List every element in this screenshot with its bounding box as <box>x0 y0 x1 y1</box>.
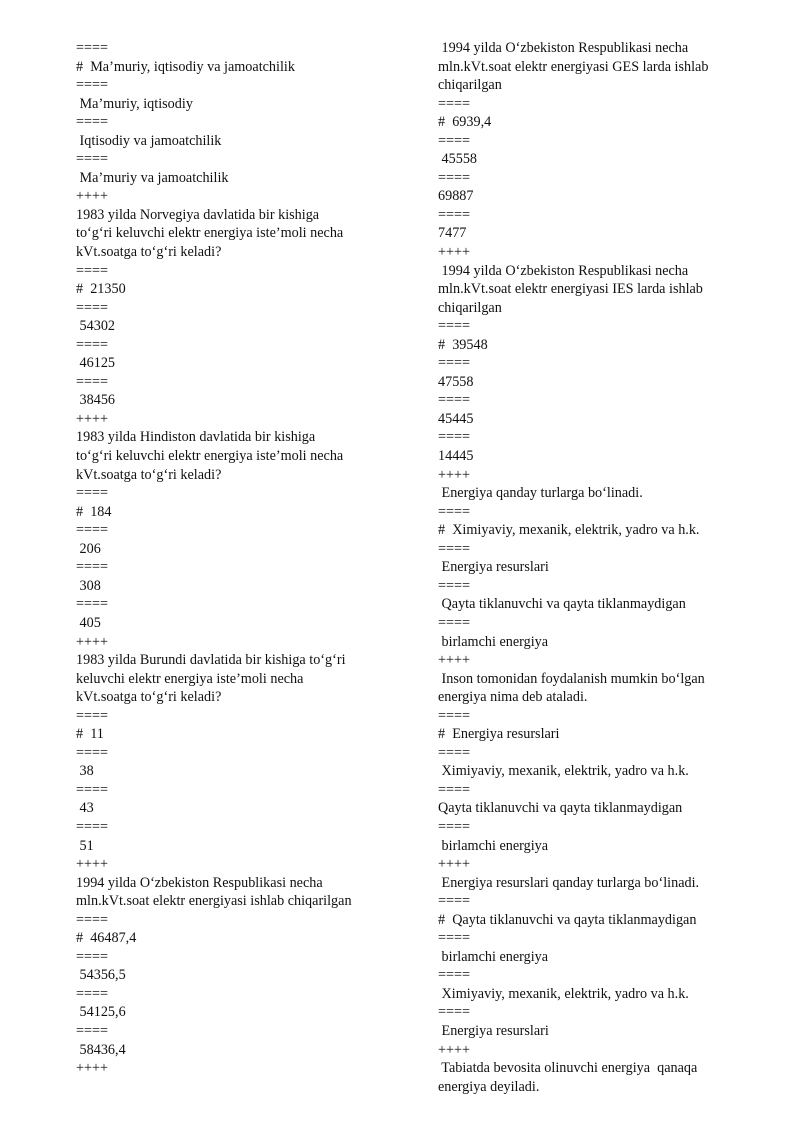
option-separator: ==== <box>438 540 471 557</box>
text-line: energiya nima deb ataladi. <box>438 689 588 706</box>
option-separator: ==== <box>76 336 109 353</box>
option-separator: ==== <box>76 522 109 539</box>
question-separator: ++++ <box>438 1041 471 1058</box>
option-separator: ==== <box>438 781 471 798</box>
option-separator: ==== <box>438 614 471 631</box>
text-line: 43 <box>76 800 94 817</box>
text-line: 1983 yilda Burundi davlatida bir kishiga to‘g‘ri <box>76 652 346 669</box>
option-separator: ==== <box>76 114 109 131</box>
correct-answer-line: # Qayta tiklanuvchi va qayta tiklanmaydigan <box>438 911 697 928</box>
text-line: 69887 <box>438 188 474 205</box>
text-line: Ma’muriy va jamoatchilik <box>76 169 229 186</box>
option-separator: ==== <box>438 429 471 446</box>
option-separator: ==== <box>438 132 471 149</box>
text-line: Energiya resurslari <box>438 1022 549 1039</box>
text-line: 46125 <box>76 355 116 372</box>
option-separator: ==== <box>76 818 109 835</box>
option-separator: ==== <box>438 930 471 947</box>
option-separator: ==== <box>438 577 471 594</box>
option-separator: ==== <box>438 503 471 520</box>
text-line: 58436,4 <box>76 1041 126 1058</box>
option-separator: ==== <box>76 707 109 724</box>
option-separator: ==== <box>76 781 109 798</box>
option-separator: ==== <box>438 707 471 724</box>
text-line: 38456 <box>76 392 116 409</box>
text-line: 45558 <box>438 151 478 168</box>
text-line: 7477 <box>438 225 467 242</box>
option-separator: ==== <box>76 596 109 613</box>
option-separator: ==== <box>438 169 471 186</box>
text-line: mln.kVt.soat elektr energiyasi GES larda ishlab <box>438 58 709 75</box>
text-line: 14445 <box>438 448 474 465</box>
question-separator: ++++ <box>76 633 109 650</box>
question-separator: ++++ <box>76 410 109 427</box>
text-line: 51 <box>76 837 94 854</box>
option-separator: ==== <box>76 77 109 94</box>
text-line: birlamchi energiya <box>438 837 549 854</box>
text-line: to‘g‘ri keluvchi elektr energiya iste’moli necha <box>76 448 344 465</box>
option-separator: ==== <box>76 985 109 1002</box>
text-line: 1983 yilda Hindiston davlatida bir kishiga <box>76 429 316 446</box>
text-line: keluvchi elektr energiya iste’moli necha <box>76 670 304 687</box>
text-line: 54356,5 <box>76 967 126 984</box>
option-separator: ==== <box>438 967 471 984</box>
option-separator: ==== <box>76 744 109 761</box>
option-separator: ==== <box>76 151 109 168</box>
option-separator: ==== <box>76 559 109 576</box>
option-separator: ==== <box>438 744 471 761</box>
text-line: mln.kVt.soat elektr energiyasi ishlab chiqarilgan <box>76 893 352 910</box>
text-line: Tabiatda bevosita olinuvchi energiya qanaqa <box>438 1060 698 1077</box>
text-line: Iqtisodiy va jamoatchilik <box>76 132 222 149</box>
option-separator: ==== <box>438 95 471 112</box>
correct-answer-line: # Ximiyaviy, mexanik, elektrik, yadro va h.k. <box>438 522 700 539</box>
text-line: Qayta tiklanuvchi va qayta tiklanmaydigan <box>438 596 686 613</box>
option-separator: ==== <box>438 355 471 372</box>
text-line: 38 <box>76 763 94 780</box>
text-line: 1994 yilda O‘zbekiston Respublikasi necha <box>76 874 323 891</box>
correct-answer-line: # 39548 <box>438 336 488 353</box>
correct-answer-line: # Energiya resurslari <box>438 726 560 743</box>
option-separator: ==== <box>438 392 471 409</box>
text-line: 54302 <box>76 318 116 335</box>
text-line: kVt.soatga to‘g‘ri keladi? <box>76 689 222 706</box>
question-separator: ++++ <box>438 466 471 483</box>
text-line: 1994 yilda O‘zbekiston Respublikasi necha <box>438 40 689 56</box>
option-separator: ==== <box>438 206 471 223</box>
text-line: 45445 <box>438 410 474 427</box>
option-separator: ==== <box>438 318 471 335</box>
text-line: birlamchi energiya <box>438 633 549 650</box>
text-line: Ximiyaviy, mexanik, elektrik, yadro va h.k. <box>438 763 689 780</box>
option-separator: ==== <box>76 1022 109 1039</box>
text-line: mln.kVt.soat elektr energiyasi IES larda ishlab <box>438 281 703 298</box>
text-line: kVt.soatga to‘g‘ri keladi? <box>76 466 222 483</box>
option-separator: ==== <box>76 485 109 502</box>
text-line: Energiya qanday turlarga bo‘linadi. <box>438 485 643 502</box>
question-separator: ++++ <box>438 652 471 669</box>
question-separator: ++++ <box>76 856 109 873</box>
text-line: Ma’muriy, iqtisodiy <box>76 95 193 112</box>
left-text-column <box>76 39 396 1078</box>
text-line: Inson tomonidan foydalanish mumkin bo‘lgan <box>438 670 705 687</box>
text-line: 206 <box>76 540 101 557</box>
text-line: birlamchi energiya <box>438 948 549 965</box>
text-line: 308 <box>76 577 101 594</box>
correct-answer-line: # Ma’muriy, iqtisodiy va jamoatchilik <box>76 58 295 75</box>
correct-answer-line: # 184 <box>76 503 112 520</box>
correct-answer-line: # 6939,4 <box>438 114 492 131</box>
text-line: Energiya resurslari qanday turlarga bo‘linadi. <box>438 874 700 891</box>
text-line: 405 <box>76 614 101 631</box>
correct-answer-line: # 11 <box>76 726 104 743</box>
text-line: 54125,6 <box>76 1004 126 1021</box>
correct-answer-line: # 46487,4 <box>76 930 137 947</box>
option-separator: ==== <box>76 299 109 316</box>
question-separator: ++++ <box>76 188 109 205</box>
option-separator: ==== <box>438 893 471 910</box>
option-separator: ==== <box>438 818 471 835</box>
text-line: Ximiyaviy, mexanik, elektrik, yadro va h.k. <box>438 985 689 1002</box>
text-line: 1983 yilda Norvegiya davlatida bir kishiga <box>76 206 320 223</box>
text-line: kVt.soatga to‘g‘ri keladi? <box>76 244 222 261</box>
text-line: chiqarilgan <box>438 299 502 316</box>
text-line: 47558 <box>438 373 474 390</box>
option-separator: ==== <box>438 1004 471 1021</box>
option-separator: ==== <box>76 262 109 279</box>
option-separator: ==== <box>76 911 109 928</box>
text-line: Qayta tiklanuvchi va qayta tiklanmaydigan <box>438 800 683 817</box>
text-line: energiya deyiladi. <box>438 1078 540 1095</box>
question-separator: ++++ <box>438 856 471 873</box>
text-line: to‘g‘ri keluvchi elektr energiya iste’moli necha <box>76 225 344 242</box>
right-text-column <box>438 39 768 1096</box>
question-separator: ++++ <box>76 1060 109 1077</box>
text-line: Energiya resurslari <box>438 559 549 576</box>
option-separator: ==== <box>76 948 109 965</box>
option-separator: ==== <box>76 373 109 390</box>
option-separator: ==== <box>76 40 109 56</box>
text-line: chiqarilgan <box>438 77 502 94</box>
question-separator: ++++ <box>438 244 471 261</box>
text-line: 1994 yilda O‘zbekiston Respublikasi necha <box>438 262 689 279</box>
correct-answer-line: # 21350 <box>76 281 126 298</box>
